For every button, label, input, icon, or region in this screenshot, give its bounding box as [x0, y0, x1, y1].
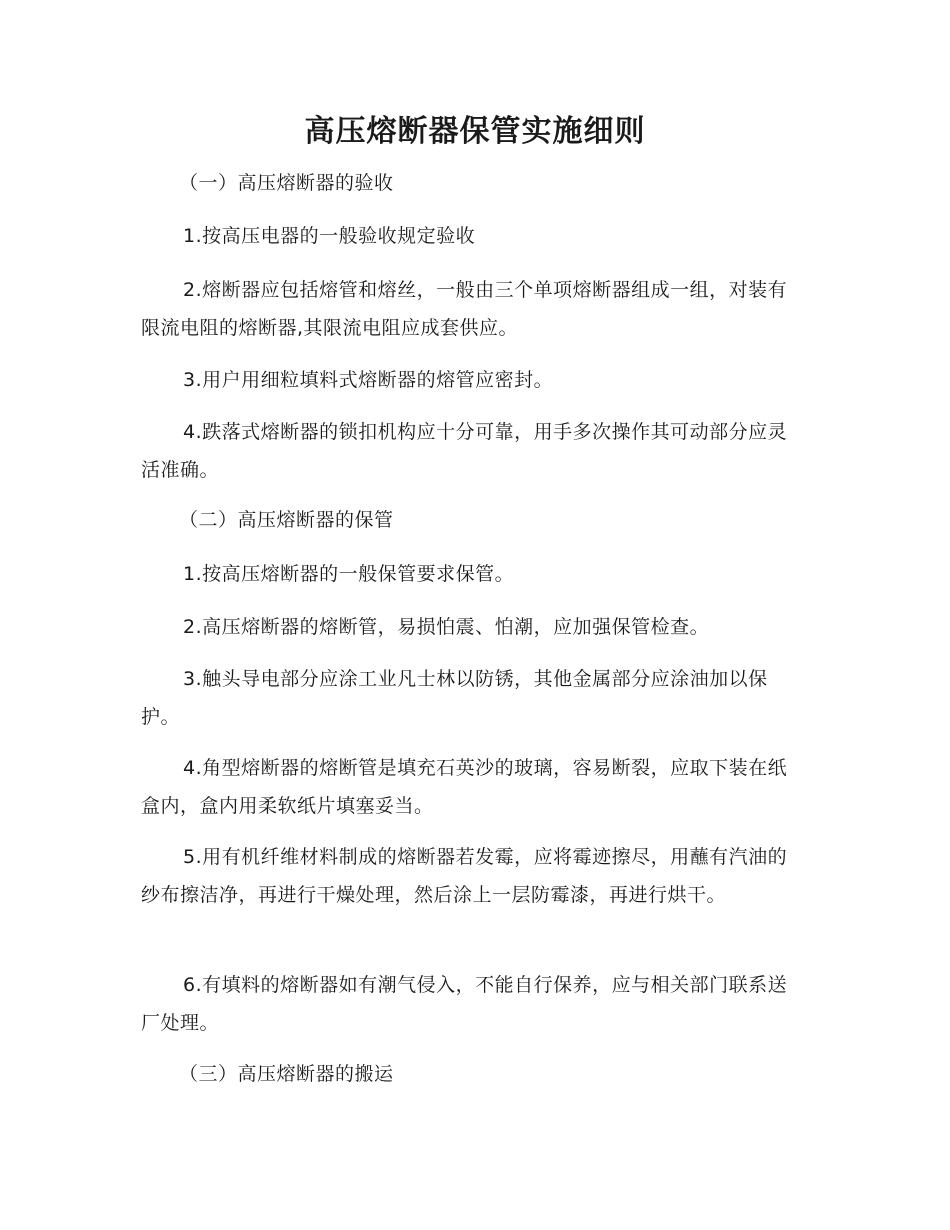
section-heading-3: （三）高压熔断器的搬运 [179, 1063, 394, 1085]
section-heading-2: （二）高压熔断器的保管 [179, 509, 394, 531]
paragraph-2-4: 4.角型熔断器的熔断管是填充石英沙的玻璃，容易断裂，应取下装在纸盒内，盒内用柔软纸片填塞妥当。 [141, 757, 788, 817]
paragraph-2-6: 6.有填料的熔断器如有潮气侵入，不能自行保养，应与相关部门联系送厂处理。 [141, 974, 788, 1034]
paragraph-2-2: 2.高压熔断器的熔断管，易损怕震、怕潮，应加强保管检查。 [183, 616, 710, 638]
paragraph-2-3: 3.触头导电部分应涂工业凡士林以防锈，其他金属部分应涂油加以保护。 [141, 668, 768, 728]
section-heading-1: （一）高压熔断器的验收 [179, 172, 394, 194]
paragraph-2-5: 5.用有机纤维材料制成的熔断器若发霉，应将霉迹擦尽，用蘸有汽油的纱布擦洁净，再进行干燥处理，然后涂上一层防霉漆，再进行烘干。 [141, 846, 788, 906]
paragraph-2-1: 1.按高压熔断器的一般保管要求保管。 [183, 563, 515, 585]
paragraph-1-2: 2.熔断器应包括熔管和熔丝，一般由三个单项熔断器组成一组，对装有限流电阻的熔断器,其限流电阻应成套供应。 [141, 279, 788, 339]
document-title: 高压熔断器保管实施细则 [304, 114, 646, 149]
paragraph-1-1: 1.按高压电器的一般验收规定验收 [183, 225, 476, 247]
paragraph-1-3: 3.用户用细粒填料式熔断器的熔管应密封。 [183, 369, 554, 391]
paragraph-1-4: 4.跌落式熔断器的锁扣机构应十分可靠，用手多次操作其可动部分应灵活准确。 [141, 421, 788, 481]
